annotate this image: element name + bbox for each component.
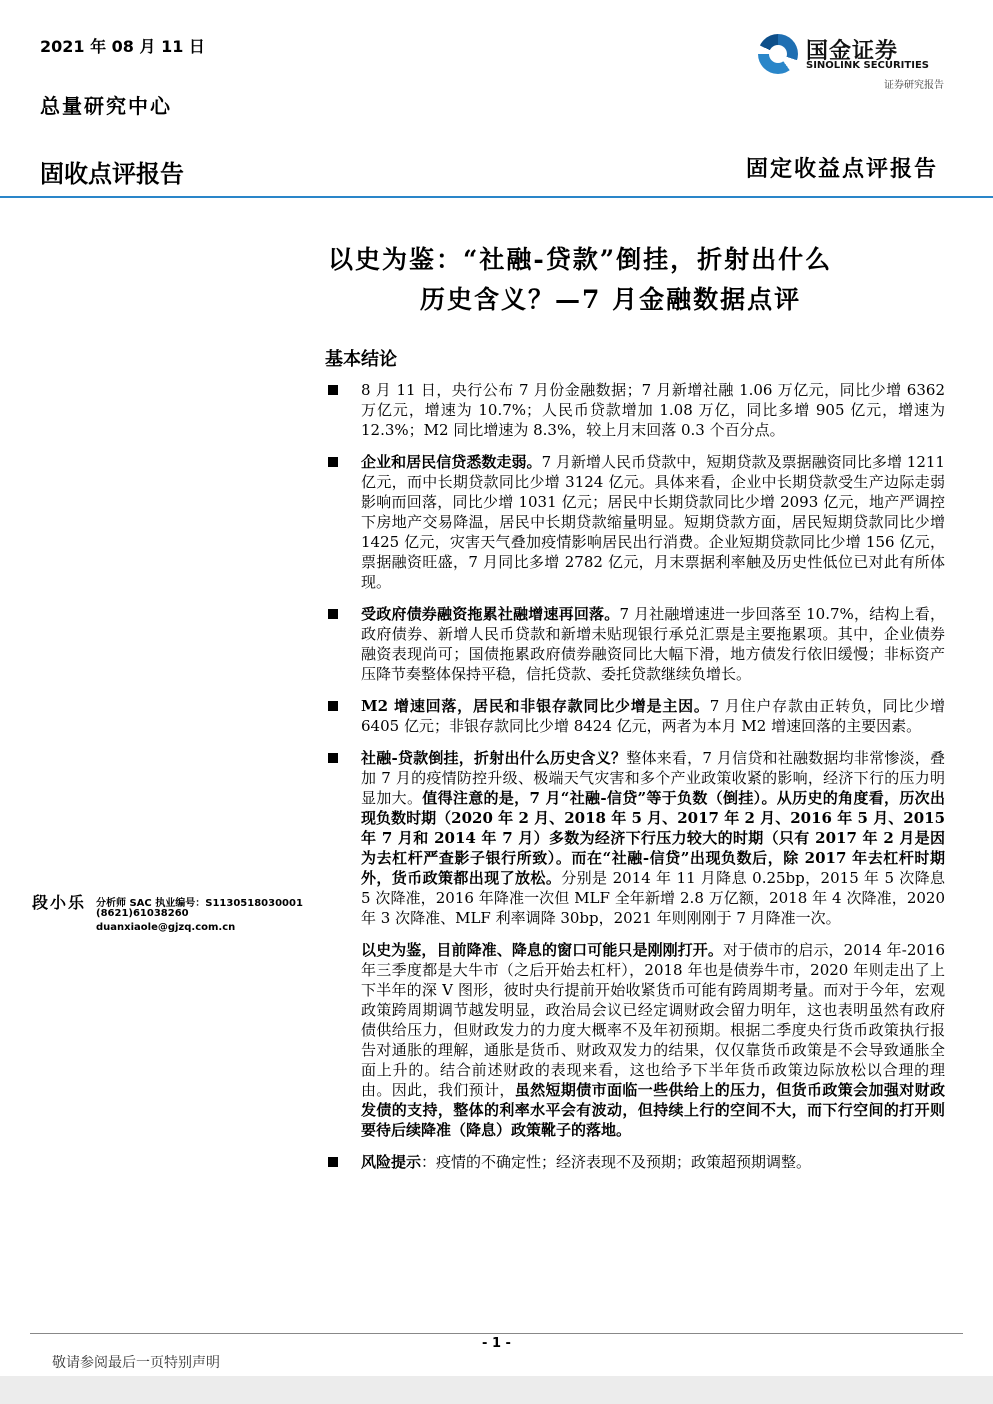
bullet-item	[325, 748, 945, 928]
company-logo	[758, 34, 944, 94]
paragraph-bold-tail: 虽然短期债市面临一些供给上的压力，但货币政策会加强对财政发债的支持，整体的利率水平会有波动，但持续上行的空间不大，而下行空间的打开则要待后续降准（降息）政策靴子的落地。	[361, 1081, 945, 1139]
risk-lead: 风险提示	[361, 1153, 422, 1171]
analyst-name: 段小乐	[32, 893, 87, 912]
conclusions-body	[325, 380, 945, 1184]
section-heading: 基本结论	[325, 349, 397, 370]
bullet-lead: M2 增速回落，居民和非银存款同比少增是主因。	[361, 697, 710, 715]
logo-mark-icon	[758, 34, 798, 74]
report-date: 2021 年 08 月 11 日	[40, 37, 205, 56]
report-title-line1: 以史为鉴：“社融-贷款”倒挂，折射出什么	[328, 245, 833, 274]
paragraph-lead: 以史为鉴，目前降准、降息的窗口可能只是刚刚打开。	[361, 941, 723, 959]
outlook-paragraph	[325, 940, 945, 1140]
page-number: - 1 -	[482, 1336, 511, 1351]
bullet-item	[325, 696, 945, 736]
research-center-name: 总量研究中心	[40, 94, 172, 118]
bullet-square-icon	[328, 385, 338, 395]
footer-divider	[30, 1333, 963, 1334]
analyst-email[interactable]: duanxiaole@gjzq.com.cn	[96, 922, 236, 933]
report-type: 固收点评报告	[40, 160, 184, 188]
bullet-item	[325, 452, 945, 592]
bullet-lead: 社融-贷款倒挂，折射出什么历史含义？	[361, 749, 627, 767]
bullet-text: 7 月社融增速进一步回落至 10.7%，结构上看，政府债券、新增人民币贷款和新增未贴现银行承兑汇票是主要拖累项。其中，企业债券融资表现尚可；国债拖累政府债券融资同比大幅下滑，地方债发行依旧缓慢；非标资产压降节奏整体保持平稳，信托贷款、委托贷款继续负增长。	[361, 605, 945, 683]
bullet-square-icon	[328, 701, 338, 711]
bullet-square-icon	[328, 609, 338, 619]
bullet-bold-text: 值得注意的是，7 月“社融-信贷”等于负数（倒挂）。从历史的角度看，历次出现负数时期（2020 年 2 月、2018 年 5 月、2017 年 2 月、2016 年 5 月、2015 年 7 月和 2014 年 7 月）多数为经济下行压力较大的时期（只有 2017 年 2 月是因为去杠杆严查影子银行所致）。而在“社融-信贷”出现负数后，除 2017 年去杠杆时期外，货币政策都出现了放松。	[361, 789, 945, 887]
bullet-square-icon	[328, 753, 338, 763]
report-category: 固定收益点评报告	[745, 156, 938, 182]
risk-text: ：疫情的不确定性；经济表现不及预期；政策超预期调整。	[421, 1153, 812, 1171]
analyst-license: 分析师 SAC 执业编号：S1130518030001	[96, 898, 303, 909]
paragraph-text: 对于债市的启示，2014 年-2016 年三季度都是大牛市（之后开始去杠杆），2018 年也是债券牛市，2020 年则走出了上下半年的深 V 图形，彼时央行提前开始收紧货币可能有跨周期考量。而对于今年，宏观政策跨周期调节越发明显，政治局会议已经定调财政会留力明年，这也表明虽然有政府债供给压力，但财政发力的力度大概率不及年初预期。根据二季度央行货币政策执行报告对通胀的理解，通胀是货币、财政双发力的结果，仅仅靠货币政策是不会导致通胀全面上升的。结合前述财政的表现来看，这也给予下半年货币政策边际放松以合理的理由。因此，我们预计，	[361, 941, 945, 1099]
analyst-phone: (8621)61038260	[96, 908, 189, 919]
risk-item	[325, 1152, 945, 1172]
bullet-text: 7 月住户存款由正转负，同比少增 6405 亿元；非银存款同比少增 8424 亿元，两者为本月 M2 增速回落的主要因素。	[361, 697, 945, 735]
disclaimer-note: 敬请参阅最后一页特别声明	[52, 1355, 220, 1371]
bullet-tail-text: 分别是 2014 年 11 月降息 0.25bp，2015 年 5 次降息 5 次降准，2016 年降准一次但 MLF 全年新增 2.8 万亿额，2018 年 4 次降准，2020 年 3 次降准、MLF 利率调降 30bp，2021 年则刚刚于 7 月降准一次。	[361, 869, 945, 927]
bullet-text: 7 月新增人民币贷款中，短期贷款及票据融资同比多增 1211 亿元，而中长期贷款同比少增 3124 亿元。具体来看，企业中长期贷款受生产边际走弱影响而回落，同比少增 1031 亿元；居民中长期贷款同比少增 2093 亿元，地产严调控下房地产交易降温，居民中长期贷款缩量明显。短期贷款方面，居民短期贷款同比少增 1425 亿元，灾害天气叠加疫情影响居民出行消费。企业短期贷款同比少增 156 亿元，票据融资旺盛，7 月同比多增 2782 亿元，月末票据利率触及历史性低位已对此有所体现。	[361, 453, 945, 591]
bullet-square-icon	[328, 1157, 338, 1167]
bullet-text: 整体来看，7 月信贷和社融数据均非常惨淡，叠加 7 月的疫情防控升级、极端天气灾害和多个产业政策收紧的影响，经济下行的压力明显加大。	[361, 749, 945, 807]
bullet-lead: 企业和居民信贷悉数走弱。	[361, 453, 542, 471]
bullet-square-icon	[328, 457, 338, 467]
bottom-band	[0, 1376, 993, 1404]
report-title-line2: 历史含义？—7 月金融数据点评	[420, 285, 802, 314]
logo-subtitle: 证券研究报告	[884, 80, 944, 91]
bullet-item	[325, 604, 945, 684]
bullet-item	[325, 380, 945, 440]
bullet-text: 8 月 11 日，央行公布 7 月份金融数据；7 月新增社融 1.06 万亿元，同比少增 6362 万亿元，增速为 10.7%；人民币贷款增加 1.08 万亿，同比多增 905 亿元，增速为 12.3%；M2 同比增速为 8.3%，较上月末回落 0.3 个百分点。	[361, 381, 945, 439]
header-divider	[0, 196, 993, 198]
logo-name-en: SINOLINK SECURITIES	[806, 60, 929, 71]
logo-name-cn: 国金证券	[806, 39, 899, 64]
bullet-lead: 受政府债券融资拖累社融增速再回落。	[361, 605, 620, 623]
